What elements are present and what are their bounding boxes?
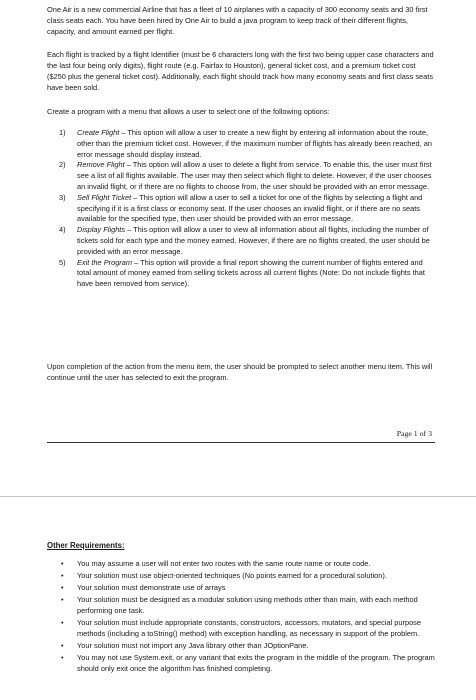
option-name: Sell Flight Ticket bbox=[77, 192, 132, 202]
menu-intro-paragraph: Create a program with a menu that allows a user to select one of the following options: bbox=[47, 107, 330, 116]
completion-paragraph: Upon completion of the action from the menu item, the user should be prompted to select another menu item. This will continue until the user has selected to exit the program. bbox=[47, 362, 433, 382]
bullet: • bbox=[61, 653, 64, 662]
option-item bbox=[47, 193, 435, 225]
option-item bbox=[47, 128, 435, 160]
requirement-item bbox=[47, 558, 437, 569]
option-name: Exit the Program bbox=[77, 257, 133, 267]
option-name: Remove Flight bbox=[77, 160, 125, 170]
footer-rule bbox=[47, 442, 435, 443]
requirement-item bbox=[47, 594, 437, 616]
requirement-item bbox=[47, 617, 437, 639]
bullet: • bbox=[61, 641, 64, 650]
bullet: • bbox=[61, 595, 64, 604]
requirement-text: You may assume a user will not enter two routes with the same route name or route code. bbox=[77, 559, 371, 568]
option-description: – This option will allow a user to delete a flight from service. To enable this, the user must first see a list of all flights available. The user may then select which flight to delete. However, if the user chooses an invalid flight, or if there are no flights to choose from, the user should be provided with an error message. bbox=[77, 160, 432, 191]
option-name: Create Flight bbox=[77, 128, 120, 137]
bullet: • bbox=[61, 571, 64, 580]
option-number: 4) bbox=[59, 225, 66, 235]
requirement-text: Your solution must include appropriate constants, constructors, accessors, mutators, and special purpose methods (including a toString() method) with exception handling, as necessary in support of the problem. bbox=[77, 618, 421, 638]
page-number: Page 1 of 3 bbox=[396, 429, 432, 438]
option-number: 1) bbox=[59, 128, 66, 137]
option-description: – This option will allow a user to create a new flight by entering all information about the route, other than the premium ticket cost. However, if the maximum number of flights has already been reached, an error message should display instead. bbox=[77, 128, 432, 159]
requirement-item bbox=[47, 570, 437, 581]
option-item bbox=[47, 160, 435, 192]
intro-paragraph: One Air is a new commercial Airline that has a fleet of 10 airplanes with a capacity of 300 economy seats and 30 first class seats each. You have been hired by One Air to build a java program to keep track of their different flights, capacity, and amount earned per flight. bbox=[47, 5, 428, 36]
requirements-list bbox=[47, 558, 437, 675]
option-number: 2) bbox=[59, 160, 66, 170]
option-description: – This option will allow a user to view all information about all flights, including the number of tickets sold for each type and the money earned. However, if there are no flights created, the user should be provided with an error message. bbox=[77, 225, 430, 256]
requirement-text: You may not use System.exit, or any variant that exits the program in the middle of the program. The program should only exit once the algorithm has finished completing. bbox=[77, 653, 435, 673]
option-item bbox=[47, 225, 435, 257]
option-description: – This option will provide a final report showing the current number of flights entered and total amount of money earned from selling tickets across all current flights (Note: Do not include flights that have been removed from service). bbox=[77, 257, 425, 289]
requirement-item bbox=[47, 582, 437, 593]
bullet: • bbox=[61, 583, 64, 592]
requirement-text: Your solution must not import any Java library other than JOptionPane. bbox=[77, 641, 309, 650]
other-requirements-heading: Other Requirements: bbox=[47, 541, 125, 550]
page-separator bbox=[0, 496, 476, 497]
option-number: 3) bbox=[59, 192, 66, 202]
option-number: 5) bbox=[59, 257, 66, 267]
bullet: • bbox=[61, 559, 64, 568]
bullet: • bbox=[61, 618, 64, 627]
requirement-text: Your solution must demonstrate use of arrays bbox=[77, 583, 226, 592]
option-description: – This option will allow a user to sell a ticket for one of the flights by selecting a flight and specifying if it is a first class or economy seat. If the user chooses an invalid flight, or if there are no seats available for the specified type, then user should be provided with an error message. bbox=[77, 192, 423, 224]
requirement-text: Your solution must be designed as a modular solution using methods other than main, with each method performing one task. bbox=[77, 595, 418, 615]
requirement-item bbox=[47, 640, 437, 651]
requirement-text: Your solution must use object-oriented techniques (No points earned for a procedural solution). bbox=[77, 571, 387, 580]
option-item bbox=[47, 258, 435, 290]
option-name: Display Flights bbox=[77, 225, 126, 235]
menu-options-list bbox=[47, 128, 435, 290]
tracking-paragraph: Each flight is tracked by a flight Identifier (must be 6 characters long with the first two being upper case characters and the last four being only digits), flight route (e.g. Fairfax to Houston), general ticket cost, and a premium ticket cost ($250 plus the general ticket cost). Additionally, each flight should track how many economy seats and first class seats have been sold. bbox=[47, 50, 434, 92]
requirement-item bbox=[47, 652, 437, 674]
